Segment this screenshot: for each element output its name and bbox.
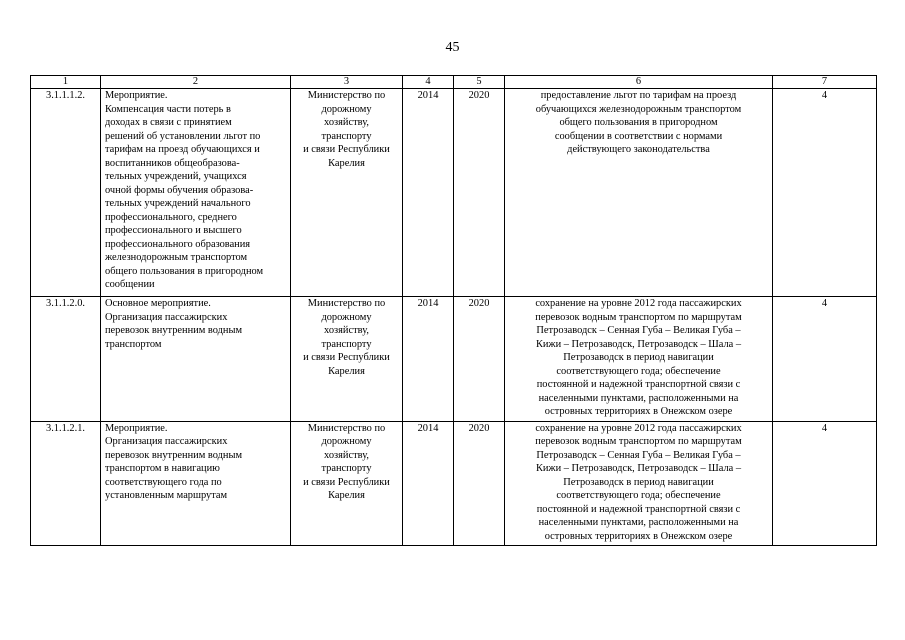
result-cell-line: общего пользования в пригородном <box>559 117 718 128</box>
result-cell-line: сообщении в соответствии с нормами <box>554 130 723 142</box>
result-cell-line: Петрозаводск в период навигации <box>563 352 714 363</box>
header-row <box>31 76 877 89</box>
result-cell-line: действующего законодательства <box>567 144 710 155</box>
activity-cell-line: общего пользования в пригородном <box>105 265 264 277</box>
result-cell-line: соответствующего года; обеспечение <box>556 365 721 377</box>
executor-cell-line: дорожному <box>321 436 372 447</box>
executor-cell-line: дорожному <box>321 103 372 115</box>
header-cell-5: 5 <box>454 76 505 89</box>
start-year-cell: 2014 <box>403 297 454 422</box>
executor-cell <box>291 421 403 546</box>
executor-cell-line: Карелия <box>328 365 365 377</box>
executor-cell-line: хозяйству, <box>324 449 369 461</box>
table-row <box>31 297 877 422</box>
result-cell <box>505 89 773 297</box>
activity-cell-line: транспортом <box>105 338 162 350</box>
executor-cell-line: транспорту <box>321 130 372 142</box>
result-cell-line: сохранение на уровне 2012 года пассажирских <box>535 422 742 434</box>
activity-cell-line: очной формы обучения образова- <box>105 184 254 196</box>
end-year-cell: 2020 <box>454 297 505 422</box>
activity-cell <box>101 297 291 422</box>
header-cell-2: 2 <box>101 76 291 89</box>
start-year-cell: 2014 <box>403 89 454 297</box>
indicator-cell: 4 <box>773 89 877 297</box>
activity-cell-line: тельных учреждений, учащихся <box>105 171 247 182</box>
result-cell-line: Петрозаводск – Сенная Губа – Великая Губа – <box>536 449 741 461</box>
result-cell-line: Петрозаводск в период навигации <box>563 476 714 488</box>
end-year-cell: 2020 <box>454 89 505 297</box>
executor-cell-line: Карелия <box>328 490 365 501</box>
activity-cell-line: сообщении <box>105 279 155 290</box>
page-number: 45 <box>445 40 460 55</box>
start-year-cell: 2014 <box>403 421 454 546</box>
executor-cell-line: хозяйству, <box>324 117 369 128</box>
program-activities-table <box>30 75 877 546</box>
activity-cell-line: решений об установлении льгот по <box>105 130 261 142</box>
activity-cell-line: Компенсация части потерь в <box>105 103 231 115</box>
executor-cell-line: Министерство по <box>307 298 386 309</box>
result-cell-line: предоставление льгот по тарифам на проезд <box>540 90 737 101</box>
activity-cell-line: Организация пассажирских <box>105 436 228 447</box>
activity-cell-line: воспитанников общеобразова- <box>105 157 240 169</box>
result-cell-line: постоянной и надежной транспортной связи с <box>536 379 741 390</box>
executor-cell-line: и связи Республики <box>303 352 390 363</box>
header-cell-3: 3 <box>291 76 403 89</box>
activity-cell-line: перевозок внутренним водным <box>105 449 243 461</box>
header-cell-4: 4 <box>403 76 454 89</box>
header-cell-6: 6 <box>505 76 773 89</box>
code-cell: 3.1.1.1.2. <box>31 89 101 297</box>
activity-cell-line: соответствующего года по <box>105 476 222 488</box>
result-cell-line: населенными пунктами, расположенными на <box>538 517 739 528</box>
executor-cell-line: дорожному <box>321 311 372 323</box>
executor-cell <box>291 89 403 297</box>
activity-cell <box>101 89 291 297</box>
activity-cell-line: железнодорожным транспортом <box>105 252 248 263</box>
result-cell <box>505 297 773 422</box>
result-cell <box>505 421 773 546</box>
result-cell-line: островных территориях в Онежском озере <box>544 530 733 542</box>
code-cell: 3.1.1.2.1. <box>31 421 101 546</box>
result-cell-line: Кижи – Петрозаводск, Петрозаводск – Шала – <box>535 338 742 350</box>
header-cell-7: 7 <box>773 76 877 89</box>
executor-cell-line: транспорту <box>321 338 372 350</box>
activity-cell <box>101 421 291 546</box>
code-cell: 3.1.1.2.0. <box>31 297 101 422</box>
executor-cell-line: Министерство по <box>307 422 386 434</box>
result-cell-line: островных территориях в Онежском озере <box>544 406 733 417</box>
activity-cell-line: перевозок внутренним водным <box>105 325 243 336</box>
activity-cell-line: доходах в связи с принятием <box>105 117 232 128</box>
executor-cell-line: Карелия <box>328 157 365 169</box>
executor-cell-line: Министерство по <box>307 90 386 101</box>
result-cell-line: соответствующего года; обеспечение <box>556 490 721 501</box>
activity-cell-line: Организация пассажирских <box>105 311 228 323</box>
end-year-cell: 2020 <box>454 421 505 546</box>
indicator-cell: 4 <box>773 421 877 546</box>
activity-cell-line: профессионального образования <box>105 238 251 250</box>
result-cell-line: населенными пунктами, расположенными на <box>538 392 739 404</box>
header-cell-1: 1 <box>31 76 101 89</box>
table-row <box>31 421 877 546</box>
activity-cell-line: Мероприятие. <box>105 90 168 101</box>
executor-cell-line: и связи Республики <box>303 476 390 488</box>
result-cell-line: Кижи – Петрозаводск, Петрозаводск – Шала – <box>535 463 742 474</box>
result-cell-line: перевозок водным транспортом по маршрутам <box>535 311 742 323</box>
executor-cell-line: хозяйству, <box>324 325 369 336</box>
activity-cell-line: тарифам на проезд обучающихся и <box>105 144 260 155</box>
activity-cell-line: Основное мероприятие. <box>105 298 211 309</box>
result-cell-line: постоянной и надежной транспортной связи с <box>536 503 741 515</box>
indicator-cell: 4 <box>773 297 877 422</box>
result-cell-line: обучающихся железнодорожным транспортом <box>535 103 742 115</box>
activity-cell-line: профессионального и высшего <box>105 225 242 236</box>
result-cell-line: перевозок водным транспортом по маршрутам <box>535 436 742 447</box>
activity-cell-line: тельных учреждений начального <box>105 198 251 209</box>
table-row <box>31 89 877 297</box>
executor-cell-line: транспорту <box>321 463 372 474</box>
activity-cell-line: установленным маршрутам <box>105 490 228 501</box>
executor-cell <box>291 297 403 422</box>
activity-cell-line: профессионального, среднего <box>105 211 237 223</box>
result-cell-line: Петрозаводск – Сенная Губа – Великая Губа – <box>536 325 741 336</box>
activity-cell-line: Мероприятие. <box>105 422 168 434</box>
activity-cell-line: транспортом в навигацию <box>105 463 220 474</box>
result-cell-line: сохранение на уровне 2012 года пассажирских <box>535 298 742 309</box>
executor-cell-line: и связи Республики <box>303 144 390 155</box>
